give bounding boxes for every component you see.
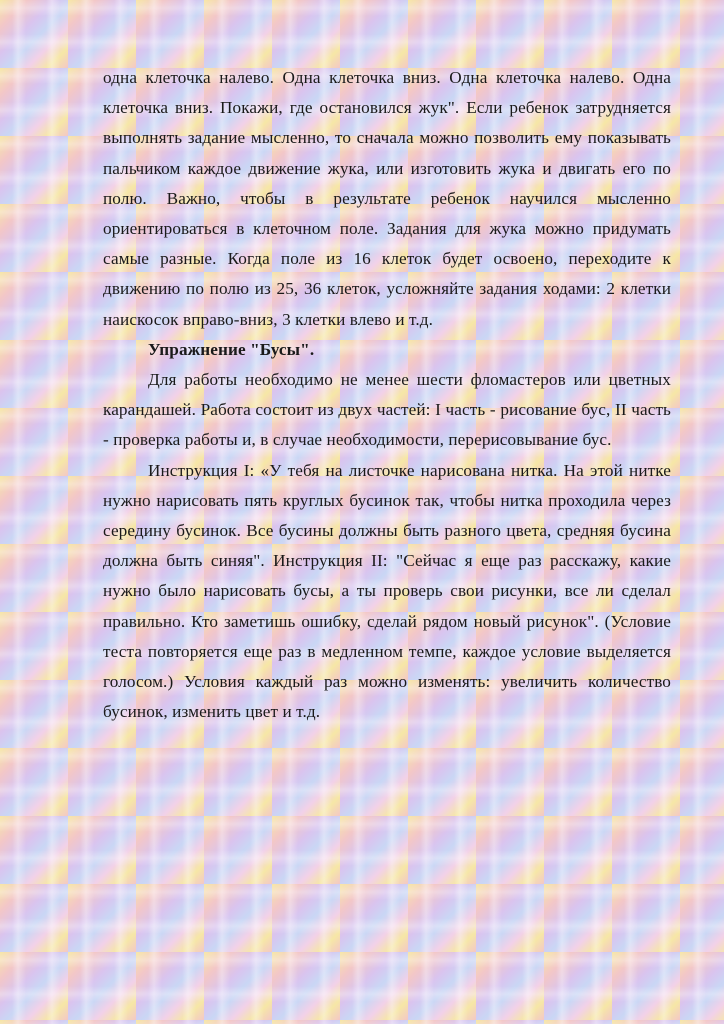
paragraph-materials: Для работы необходимо не менее шести фломастеров или цветных карандашей. Работа состоит из двух частей: I часть - рисование бус, II часть - проверка работы и, в случае необходимости, перерисовывание бус. bbox=[103, 370, 671, 450]
section-heading-beads: Упражнение "Бусы". bbox=[148, 339, 315, 359]
paragraph-beetle-task: одна клеточка налево. Одна клеточка вниз. Одна клеточка налево. Одна клеточка вниз. Покажи, где остановился жук". Если ребенок затрудняется выполнять задание мысленно, то сначала можно позволить ему показывать пальчиком каждое движение жука, или изготовить жука и двигать его по полю. Важно, чтобы в результате ребенок научился мысленно ориентироваться в клеточном поле. Задания для жука можно придумать самые разные. Когда поле из 16 клеток будет освоено, переходите к движению по полю из 25, 36 клеток, усложняйте задания ходами: 2 клетки наискосок вправо-вниз, 3 клетки влево и т.д. bbox=[103, 68, 671, 329]
paragraph-instructions: Инструкция I: «У тебя на листочке нарисована нитка. На этой нитке нужно нарисовать пять круглых бусинок так, чтобы нитка проходила через середину бусинок. Все бусины должны быть разного цвета, средняя бусина должна быть синяя". Инструкция II: "Сейчас я еще раз расскажу, какие нужно было нарисовать бусы, а ты проверь свои рисунки, все ли сделал правильно. Кто заметишь ошибку, сделай рядом новый рисунок". (Условие теста повторяется еще раз в медленном темпе, каждое условие выделяется голосом.) Условия каждый раз можно изменять: увеличить количество бусинок, изменить цвет и т.д. bbox=[103, 460, 671, 722]
page-text-block bbox=[103, 63, 671, 727]
